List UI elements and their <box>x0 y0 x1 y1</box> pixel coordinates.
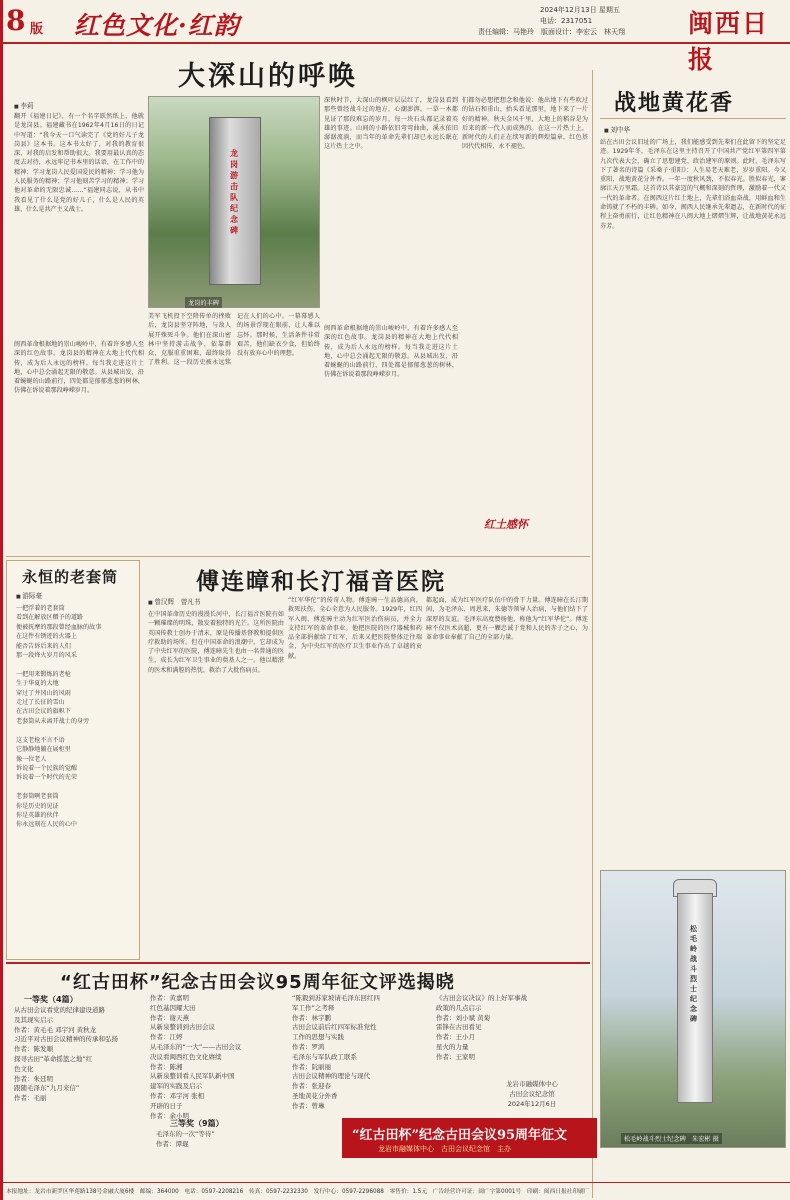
article1-col2: 美军飞机投下空降传单的挫败后，龙岗县坚守阵地，与敌人展开殊死斗争。他们在深山密林中坚持游击战争，依靠群众，克服重重困难，最终取得了胜利。这一段历史被永远铭记在人们的心中。一幕幕感人的场景浮现在眼前，让人难以忘怀。那时候，生活条件非常艰苦，他们缺衣少食，但始终没有放弃心中的理想。 <box>148 313 320 367</box>
article2-author: ■ 刘中华 <box>604 124 630 134</box>
article2-body: 站在古田会议旧址的广场上，我们能感受到先辈们在此留下的坚定足迹。1929年冬，毛泽东在这里主持召开了中国共产党红军第四军第九次代表大会，确立了思想建党、政治建军的原则。此时，毛泽东写下了著名的诗篇《采桑子·重阳》：人生易老天难老，岁岁重阳。今又重阳，战地黄花分外香。一年一度秋风劲，不似春光。胜似春光，寥廓江天万里霜。这首诗以其豪迈的气概和深刻的哲理，激励着一代又一代的革命者。在闽西这片红土地上，先辈们浴血奋战，用鲜血和生命铸就了不朽的丰碑。如今，闽西人民继承先辈遗志，在新时代的征程上奋勇前行，让红色精神在八闽大地上熠熠生辉，让战地黄花永远芬芳。 <box>600 139 786 230</box>
article1-col4: 们都勿必想把想念和他说：他出地下有些吹过的钻石和重山，抬头看见那里，地下来了一片好的精神。秋天金风千里，大地上的稻谷是为后来的新一代人而成熟的。在这一片热土上，新时代的人们正在续写新的辉煌篇章，红色基因代代相传，永不褪色。 <box>462 97 588 151</box>
article1-photo <box>148 96 320 308</box>
article2-title-rule <box>600 118 786 119</box>
article3-col3: 都起面，成为红军医疗队伍中的骨干力量。傅连暲在长汀期间，为毛泽东、周恩来、朱德等领导人治病，与他们结下了深厚的友谊。毛泽东高度赞扬他，称他为“红军华佗”。傅连暲不仅医术高超，更有一颗忠诚于党和人民的赤子之心，为革命事业奉献了自己的全部力量。 <box>426 597 588 642</box>
article1-col1b: 闽西革命根据地的崇山峻岭中，有着许多感人至深的红色故事。龙岗县的精神在大地上代代相传，成为后人永远的榜样。每当我走进这片土地，心中总会涌起无限的敬意。从县城出发，沿着蜿蜒的山路前行，四处都是郁郁葱葱的树林，仿佛在诉说着那段峥嵘岁月。 <box>14 341 144 395</box>
monument-image <box>209 117 261 285</box>
article1-col1: 翻开《福建日记》，有一个名字跃然纸上，他就是龙岗县。福建藏书在1962年4月16日的日记中写道：“我今天一口气读完了《党的好儿子龙岗县》这本书。这本书太好了，对我的教育很深，对我的启发和帮助很大。我要用最认真的态度去对待，永远牢记书本里的话语，在工作中的精神；学习龙岗人民爱国爱民的精神；学习他为人民服务的精神；学习他刻苦学习的精神；学习他对革命的无限忠诚……”福建同志说，从书中我看见了什么是党的好儿子，什么是人民的英雄，什么是共产主义战士。 <box>14 113 144 213</box>
newspaper-logo: 闽西日报 <box>688 9 770 74</box>
article2-title: 战地黄花香 <box>614 91 735 116</box>
issue-phone: 电话：2317051 <box>540 17 593 25</box>
footer-rule <box>0 1182 790 1183</box>
issue-date: 2024年12月13日 星期五 <box>540 6 620 14</box>
article1-title: 大深山的呼唤 <box>178 61 358 92</box>
article2-photo-caption: 松毛岭战斗烈士纪念碑 朱宏彬 摄 <box>621 1133 722 1144</box>
poem-body: 一把浮着的老套筒 看到在解放区赠予的道路 便被抚摩的那段曾经血脉的故事 在这件有锈迹的火器上 能否告诉后来的人们 那一段烽火岁月的风采 一把用来锻炼的老枪 生于华夏的大地 穿过了井冈山的风雨 走过了长征的雪山 在古田会议的旗帜下 老套筒从未离开战士的身旁 这支老枪不言不语 它静静地躺在展柜里 像一位老人 诉说着一个民族的觉醒 诉说着一个时代的光荣 老套筒啊老套筒 你是历史的见证 你是英雄的伙伴 你永远刻在人民的心中 <box>16 605 102 829</box>
header-rule <box>0 42 790 44</box>
article3-col2: “红军华佗”的传奇人物。傅连暲一生品德高尚，救死扶伤，全心全意为人民服务。1929年，红四军入闽，傅连暲主动为红军医治伤病员，并全力支持红军的革命事业。他把医院的医疗器械和药品全部捐献给了红军，后来又把医院整体迁往瑞金，为中央红军的医疗卫生事业作出了卓越的贡献。 <box>288 597 422 660</box>
edition-suffix: 版 <box>30 22 44 37</box>
banner-title: “红古田杯”纪念古田会议95周年征文 <box>352 1128 568 1143</box>
page-header <box>0 0 790 74</box>
awards-banner <box>342 1118 597 1158</box>
monument-pillar <box>677 893 713 1103</box>
article1-col3a: 深秋时节，大深山的枫叶层层红了，龙岗县看到那些曾经战斗过的地方，心潮澎湃。一草一木都见证了那段难忘的岁月，每一块石头都记录着英雄的事迹。山间的小路依旧弯弯曲曲，溪水依旧潺潺流淌，而当年的革命先辈们却已永远长眠在这片热土之中。 <box>324 97 458 151</box>
third-prize-col: “陈毅到苏家坡请毛泽东回红四 军工作”之考释 作者：林宇鹏 古田会议前后红四军标准党性 工作的思想与实践 作者：罗鸿 毛泽东与军队政工联系 作者：阮丽丽 古田会议精神的理论与现代 作者：张迎春 圣地黄花分外香 作者：曾琳 <box>292 994 380 1110</box>
editor-credits: 责任编辑：马艳玲 版面设计：李宏云 林天翔 <box>478 28 625 36</box>
first-prize-heading: 一等奖（4篇） <box>24 995 78 1004</box>
column-title: 红色文化·红韵 <box>74 11 240 40</box>
fourth-col: 《古田会议决议》的上好军事战 政策的几点启示 作者：刘小斌 黄菊 雷锋在古田看见 作者：王小月 星火的力量 作者：王家明 <box>436 994 527 1061</box>
awards-top-rule <box>6 962 590 964</box>
article1-col3b: 闽西革命根据地的崇山峻岭中，有着许多感人至深的红色故事。龙岗县的精神在大地上代代相传，成为后人永远的榜样。每当我走进这片土地，心中总会涌起无限的敬意。从县城出发，沿着蜿蜒的山路前行，四处都是郁郁葱葱的树林，仿佛在诉说着那段峥嵘岁月。 <box>324 325 458 379</box>
section-divider-1 <box>6 556 590 557</box>
awards-title: “红古田杯”纪念古田会议95周年征文评选揭晓 <box>60 972 455 993</box>
pillar-inscription: 松毛岭战斗烈士纪念碑 <box>690 925 697 1023</box>
third-prize-heading: 三等奖（9篇） <box>170 1119 224 1128</box>
article1-photo-caption: 龙岗的丰碑 <box>185 297 222 308</box>
awards-organizer: 龙岩市融媒体中心 古田会议纪念馆 2024年12月6日 <box>506 1080 558 1108</box>
page-footer: 本报地址：龙岩市新罗区华莲路138号金融大厦6楼 邮编：364000 电话：0597-2208216 传真：0597-2232330 发行中心：0597-2296088 零售价：1.5元 广告经营许可证：闽广字第0001号 印刷：闽西日报社印刷厂 <box>6 1189 590 1195</box>
article2-photo <box>600 870 786 1148</box>
monument-inscription: 龙岗游击队纪念碑 <box>230 149 238 235</box>
red-margin-bar <box>0 0 3 1200</box>
first-prize-list: 从古田会议看党的纪律建设道路 及其现实启示 作者：黄毛毛 邓宇河 黄秋龙 习近平对古田会议精神的传承和弘扬 作者：陈发顺 探寻古田“革命摇篮之地”红 色文化 作者：朱廷明 跟随毛泽东“九月来信” 作者：毛丽 <box>14 1006 118 1103</box>
article1-seal: 红土感怀 <box>484 518 528 531</box>
article1-author: ■ 李莉 <box>14 100 34 110</box>
banner-subtitle: 龙岩市融媒体中心 古田会议纪念馆 主办 <box>378 1145 511 1153</box>
second-prize-list: 作者：黄嘉明 红色基因耀大田 作者：谢天燕 从新泉整训到古田会议 作者：江婷 从毛泽东的“一大”——古田会议 决议看闽西红色文化赓续 作者：陈湘 从新泉整训看人民军队新中国 建军的实践及启示 作者：邓宇河 张相 开辟的日子 作者：余小明 <box>150 994 242 1120</box>
poem-title: 永恒的老套筒 <box>22 568 119 586</box>
third-prize-list: 毛泽东的一次“等待” 作者：谭琨 <box>156 1130 215 1148</box>
article3-col1: 在中国革命历史的漫漫长河中，长汀福音医院有如一颗璀璨的明珠，散发着独特的光芒。这所医院由英国传教士创办于清末，原是传播基督教和提供医疗救助的场所。但在中国革命的浪潮中，它却成为了中央红军的医院，傅连暲先生也由一名普通的医生，成长为红军卫生事业的奠基人之一。他以精湛的医术和满腔的热忱，救治了大批伤病员。 <box>148 611 284 674</box>
article3-title: 傅连暲和长汀福音医院 <box>196 569 446 595</box>
poem-author: ■ 游际豪 <box>16 590 42 600</box>
edition-number: 8 <box>6 4 26 37</box>
article3-author: ■ 曾汉辉 曾凡书 <box>148 596 200 606</box>
